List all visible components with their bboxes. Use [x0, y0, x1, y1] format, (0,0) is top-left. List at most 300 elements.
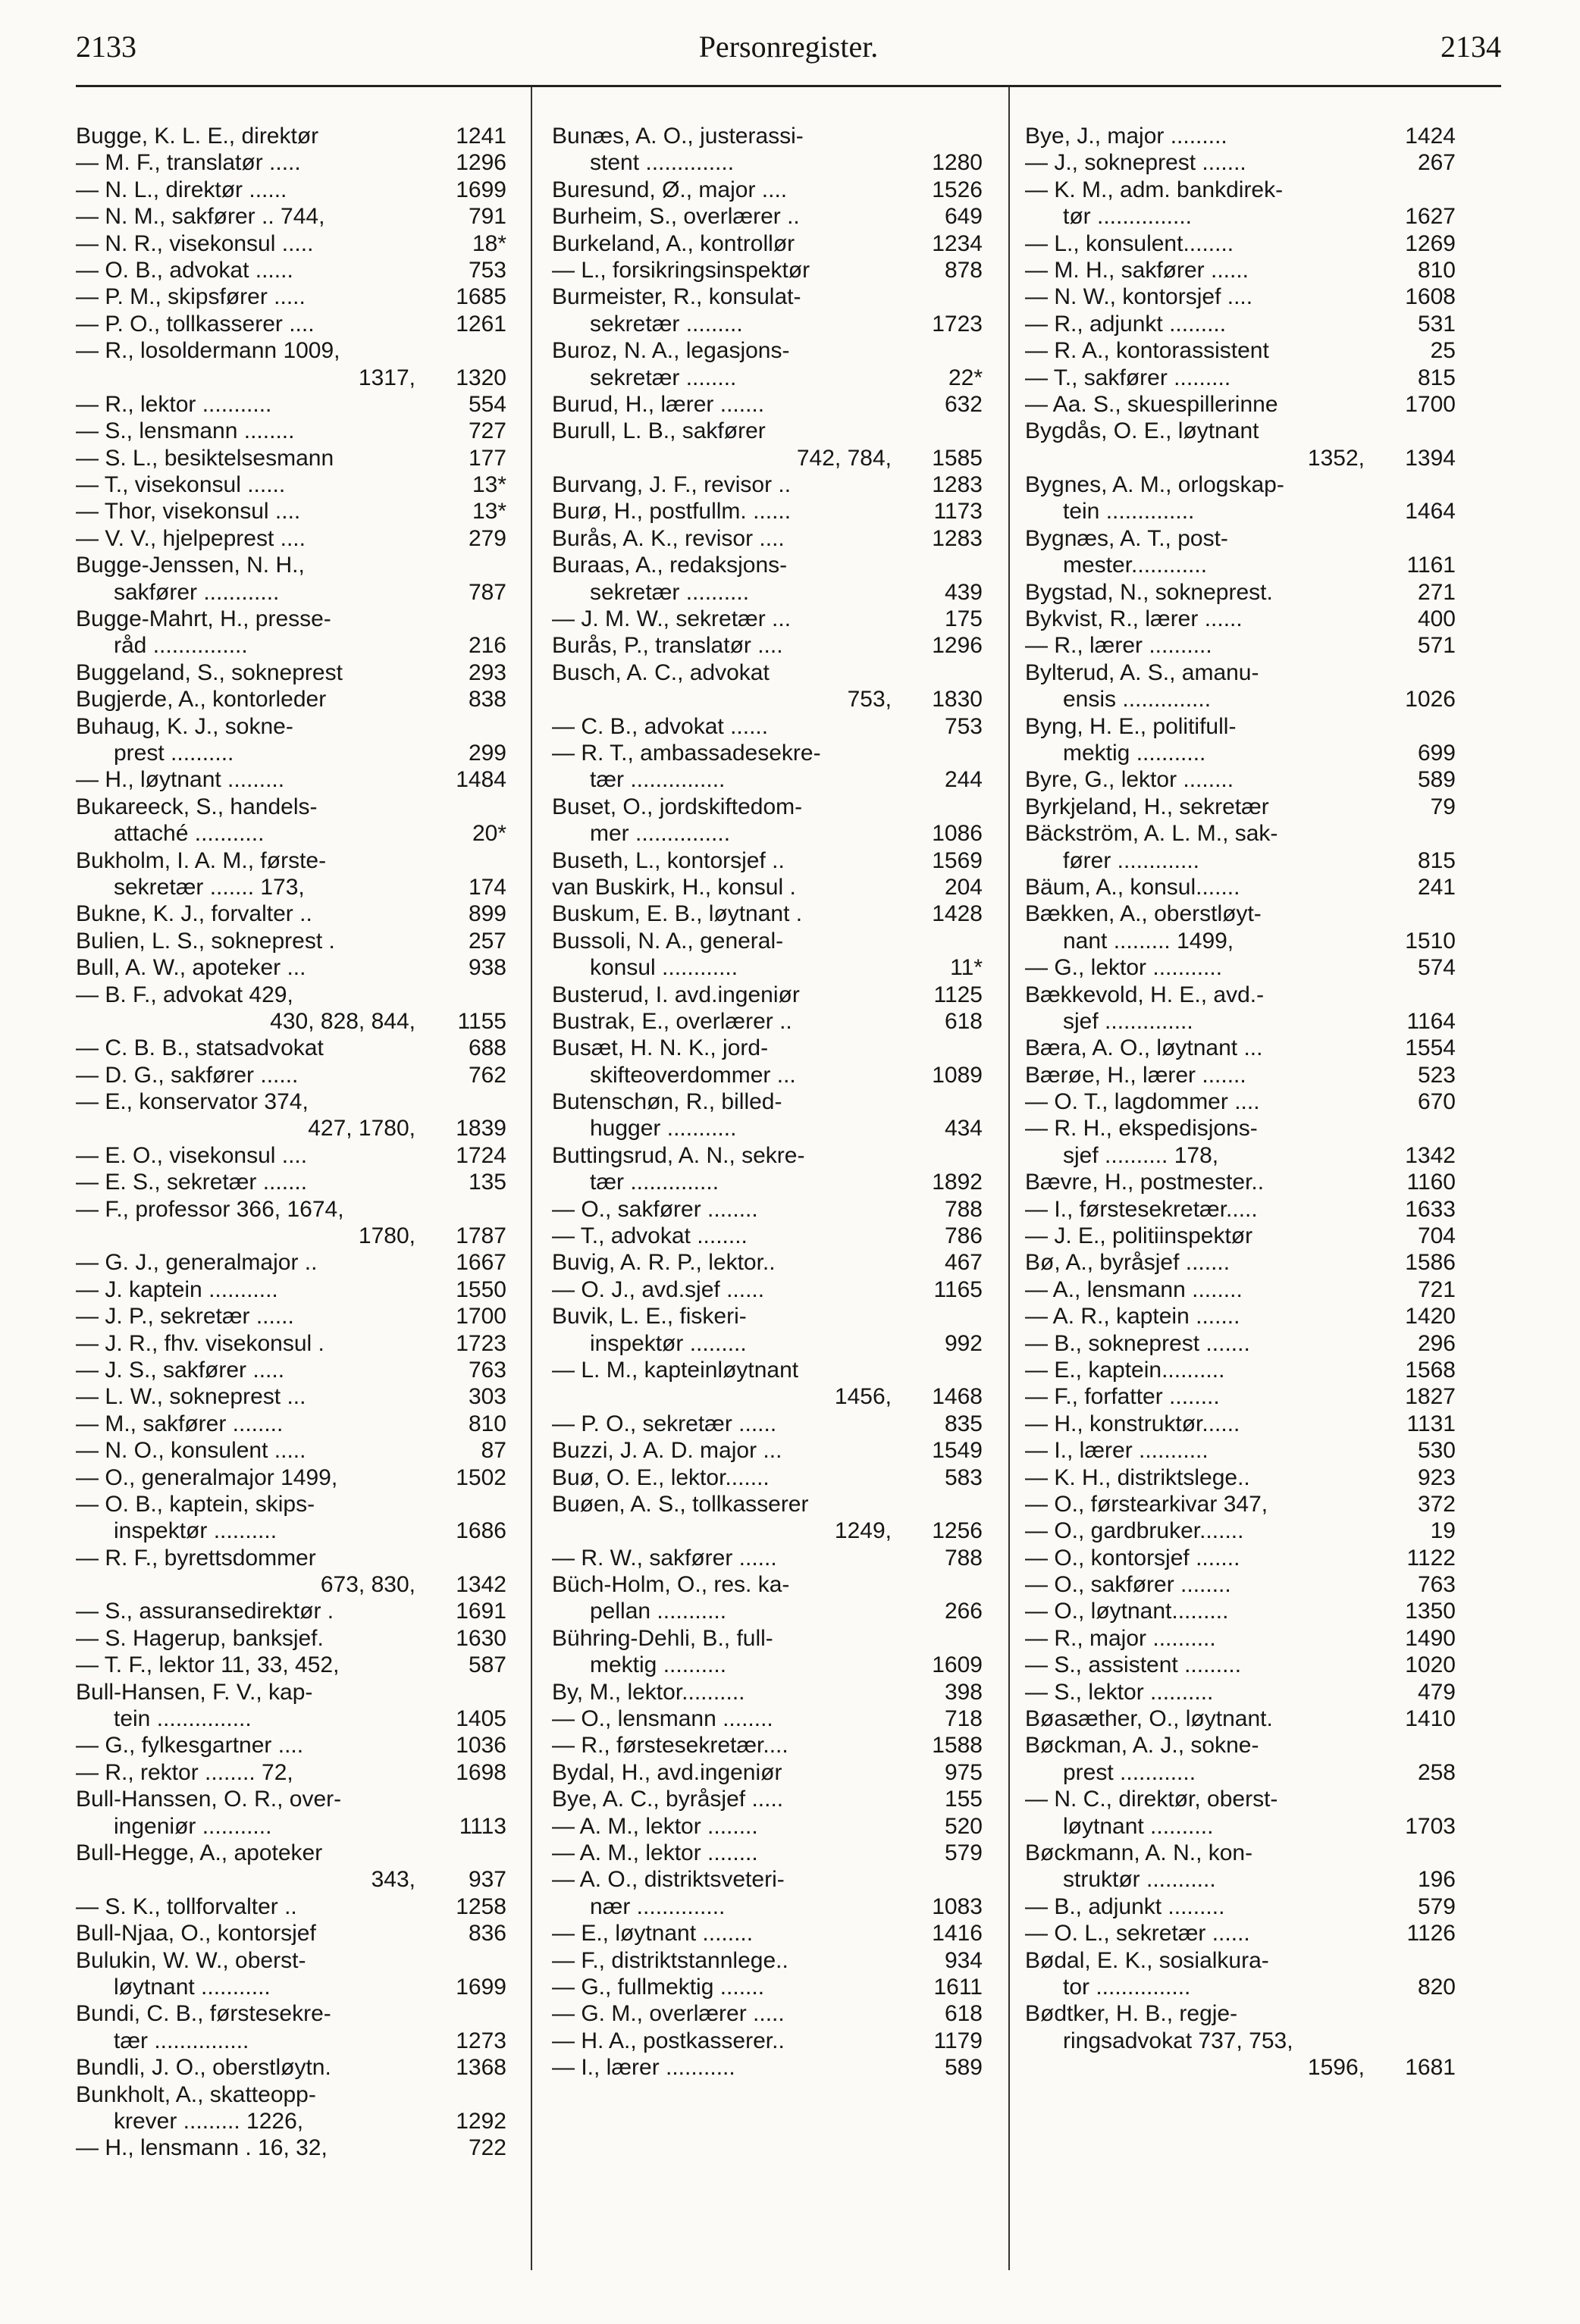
- index-entry: [1025, 1893, 1456, 1920]
- entry-text: — K. M., adm. bankdirek-: [1025, 177, 1284, 202]
- page-reference: 1685: [456, 284, 506, 310]
- page-reference: 1787: [456, 1223, 506, 1249]
- index-entry: [76, 149, 506, 176]
- entry-text: — B., adjunkt .........: [1025, 1893, 1225, 1919]
- entry-text: nær ..............: [590, 1893, 726, 1919]
- page-reference: 1724: [456, 1142, 506, 1168]
- entry-text: — M. H., sakfører ......: [1025, 257, 1249, 283]
- index-entry: [1025, 606, 1456, 632]
- index-entry: [76, 498, 506, 525]
- page-reference: 296: [1417, 1330, 1456, 1356]
- entry-text: — E., kaptein..........: [1025, 1357, 1225, 1383]
- page-reference: 1296: [456, 150, 506, 176]
- page-reference: 216: [468, 633, 506, 659]
- entry-text: Bøasæther, O., løytnant.: [1025, 1706, 1273, 1732]
- entry-text: Bundi, C. B., førstesekre-: [76, 2001, 331, 2027]
- entry-text: Burås, A. K., revisor ....: [552, 525, 785, 551]
- page-reference: 299: [468, 740, 506, 766]
- entry-text: Bustrak, E., overlærer ..: [552, 1008, 792, 1034]
- page-reference: 722: [468, 2135, 506, 2161]
- entry-text: — R. W., sakfører ......: [552, 1545, 777, 1571]
- index-entry: [76, 230, 506, 257]
- column-divider-1: [531, 87, 532, 2270]
- entry-text: — O. B., advokat ......: [76, 257, 293, 283]
- index-entry: [1025, 1383, 1456, 1410]
- entry-text: — B. F., advokat 429,: [76, 982, 293, 1007]
- entry-text: — S., assuransedirektør .: [76, 1599, 334, 1624]
- index-entry: [1025, 525, 1456, 579]
- page-reference: 177: [468, 445, 506, 471]
- page-reference: 1569: [932, 847, 983, 873]
- page-reference: 1280: [932, 150, 983, 176]
- page-reference: 1155: [457, 1008, 506, 1034]
- index-entry: [552, 1088, 983, 1142]
- page-reference: 938: [468, 955, 506, 981]
- entry-text: 742, 784,: [796, 445, 892, 471]
- page-reference: 520: [944, 1813, 983, 1839]
- entry-text: Bunæs, A. O., justerassi-: [552, 124, 804, 149]
- index-entry: [76, 337, 506, 391]
- entry-text: mer ...............: [590, 821, 731, 847]
- entry-text: Bäum, A., konsul.......: [1025, 874, 1240, 900]
- entry-text: — J. M. W., sekretær ...: [552, 606, 792, 632]
- page-reference: 1410: [1405, 1706, 1456, 1732]
- page-reference: 467: [944, 1250, 983, 1276]
- index-entry: [76, 177, 506, 203]
- index-entry: [1025, 257, 1456, 283]
- page-reference: 688: [468, 1035, 506, 1061]
- page-reference: 196: [1417, 1867, 1456, 1893]
- page-reference: 174: [468, 874, 506, 900]
- index-entry: [1025, 900, 1456, 954]
- entry-text: Burvang, J. F., revisor ..: [552, 472, 792, 498]
- index-entry: [1025, 1625, 1456, 1652]
- entry-text: — A. M., lektor ........: [552, 1813, 758, 1839]
- page-reference: 1342: [1405, 1142, 1456, 1168]
- entry-text: sekretær ........: [590, 365, 737, 390]
- entry-text: Byre, G., lektor ........: [1025, 767, 1234, 793]
- entry-text: 1249,: [834, 1518, 892, 1544]
- entry-text: prest ..........: [114, 740, 234, 766]
- index-entry: [1025, 1705, 1456, 1732]
- entry-text: Byrkjeland, H., sekretær: [1025, 794, 1269, 819]
- entry-text: — F., forfatter ........: [1025, 1384, 1220, 1410]
- index-entry: [1025, 1679, 1456, 1705]
- page-reference: 1633: [1405, 1196, 1456, 1222]
- index-entry: [1025, 1411, 1456, 1437]
- entry-text: — R. A., kontorassistent: [1025, 338, 1269, 364]
- page-reference: 398: [944, 1679, 983, 1705]
- entry-text: Buvik, L. E., fiskeri-: [552, 1304, 747, 1330]
- index-entry: [1025, 1357, 1456, 1383]
- page-reference: 1586: [1405, 1250, 1456, 1276]
- entry-text: råd ...............: [114, 633, 248, 659]
- page-title: Personregister.: [698, 30, 879, 64]
- page-reference: 1320: [456, 365, 506, 390]
- page-reference: 241: [1417, 874, 1456, 900]
- page-reference: 434: [944, 1116, 983, 1142]
- index-entry: [1025, 418, 1456, 471]
- index-entry: [552, 1947, 983, 1974]
- entry-text: Burkeland, A., kontrollør: [552, 230, 795, 256]
- page-reference: 530: [1417, 1438, 1456, 1464]
- index-entry: [1025, 365, 1456, 391]
- page-reference: 155: [944, 1787, 983, 1812]
- page-reference: 835: [944, 1411, 983, 1436]
- index-entry: [1025, 1276, 1456, 1303]
- index-entry: [1025, 311, 1456, 337]
- entry-text: — O., kontorsjef .......: [1025, 1545, 1240, 1571]
- entry-text: Burås, P., translatør ....: [552, 633, 783, 659]
- index-entry: [76, 1437, 506, 1464]
- page-reference: 815: [1417, 365, 1456, 390]
- index-entry: [1025, 230, 1456, 257]
- index-entry: [76, 659, 506, 686]
- page-reference: 1126: [1406, 1921, 1456, 1947]
- entry-text: 1596,: [1307, 2055, 1365, 2081]
- index-entry: [552, 1223, 983, 1249]
- page-reference: 19: [1430, 1518, 1456, 1544]
- entry-text: Bulukin, W. W., oberst-: [76, 1947, 306, 1973]
- entry-text: — P. O., sekretær ......: [552, 1411, 777, 1436]
- entry-text: van Buskirk, H., konsul .: [552, 874, 796, 900]
- index-entry: [76, 847, 506, 901]
- index-entry: [552, 1840, 983, 1866]
- entry-text: — L. M., kapteinløytnant: [552, 1357, 799, 1383]
- index-entry: [1025, 766, 1456, 793]
- index-entry: [76, 1357, 506, 1383]
- index-entry: [552, 740, 983, 794]
- page-reference: 1292: [456, 2108, 506, 2134]
- index-entry: [552, 1464, 983, 1491]
- entry-text: Buvig, A. R. P., lektor..: [552, 1250, 776, 1276]
- index-entry: [552, 177, 983, 203]
- index-entry: [76, 1840, 506, 1893]
- index-entry: [1025, 1115, 1456, 1169]
- entry-text: — S., lensmann ........: [76, 418, 295, 444]
- page-reference: 1342: [456, 1572, 506, 1598]
- entry-text: Buroz, N. A., legasjons-: [552, 338, 790, 364]
- page-reference: 266: [944, 1599, 983, 1624]
- index-entry: [76, 2135, 506, 2161]
- index-entry: [552, 1786, 983, 1812]
- index-entry: [1025, 1652, 1456, 1678]
- index-entry: [552, 1357, 983, 1411]
- entry-text: Bye, A. C., byråsjef .....: [552, 1787, 784, 1812]
- index-entry: [1025, 1249, 1456, 1276]
- entry-text: attaché ...........: [114, 821, 265, 847]
- entry-text: — E. O., visekonsul ....: [76, 1142, 308, 1168]
- index-entry: [1025, 471, 1456, 525]
- entry-text: Bull-Hansen, F. V., kap-: [76, 1679, 313, 1705]
- entry-text: — J. R., fhv. visekonsul .: [76, 1330, 324, 1356]
- index-column-2: [552, 123, 983, 2081]
- page-reference: 267: [1417, 150, 1456, 176]
- entry-text: — L. W., sokneprest ...: [76, 1384, 306, 1410]
- entry-text: — O., sakfører ........: [1025, 1572, 1231, 1598]
- entry-text: tær ...............: [114, 2028, 249, 2053]
- page-reference: 1630: [456, 1625, 506, 1651]
- entry-text: Bugge, K. L. E., direktør: [76, 124, 319, 149]
- entry-text: — Thor, visekonsul ....: [76, 499, 301, 525]
- entry-text: tein ..............: [1063, 499, 1195, 525]
- index-entry: [76, 283, 506, 310]
- entry-text: — J. S., sakfører .....: [76, 1357, 285, 1383]
- page-reference: 632: [944, 391, 983, 417]
- entry-text: Bævre, H., postmester..: [1025, 1170, 1265, 1195]
- entry-text: krever ......... 1226,: [114, 2108, 304, 2134]
- entry-text: Bødal, E. K., sosialkura-: [1025, 1947, 1269, 1973]
- page-reference: 1428: [932, 901, 983, 927]
- entry-text: Buresund, Ø., major ....: [552, 177, 788, 202]
- index-entry: [552, 928, 983, 982]
- page-reference: 258: [1417, 1759, 1456, 1785]
- entry-text: Bydal, H., avd.ingeniør: [552, 1759, 782, 1785]
- index-entry: [76, 525, 506, 552]
- entry-text: — R., adjunkt .........: [1025, 311, 1227, 337]
- page-reference: 1698: [456, 1759, 506, 1785]
- index-entry: [552, 982, 983, 1008]
- entry-text: — S. K., tollforvalter ..: [76, 1893, 297, 1919]
- page-reference: 1585: [932, 445, 983, 471]
- page-reference: 1502: [456, 1464, 506, 1490]
- entry-text: — N. W., kontorsjef ....: [1025, 284, 1253, 310]
- index-entry: [1025, 1088, 1456, 1115]
- page-reference: 1125: [933, 982, 983, 1007]
- entry-text: Bull-Hegge, A., apoteker: [76, 1840, 323, 1865]
- entry-text: — E., konservator 374,: [76, 1089, 309, 1115]
- page-reference: 589: [1417, 767, 1456, 793]
- entry-text: Bukne, K. J., forvalter ..: [76, 901, 312, 927]
- page-reference: 1161: [1406, 553, 1456, 578]
- page-reference: 649: [944, 204, 983, 230]
- entry-text: Bugge-Jenssen, N. H.,: [76, 553, 305, 578]
- entry-text: — N. M., sakfører .. 744,: [76, 204, 325, 230]
- entry-text: Bøckman, A. J., sokne-: [1025, 1733, 1259, 1759]
- entry-text: Bækken, A., oberstløyt-: [1025, 901, 1262, 927]
- entry-text: — C. B. B., statsadvokat: [76, 1035, 324, 1061]
- entry-text: — O., sakfører ........: [552, 1196, 758, 1222]
- entry-text: — G., fullmektig .......: [552, 1974, 765, 2000]
- index-entry: [76, 1652, 506, 1678]
- page-reference: 1699: [456, 1974, 506, 2000]
- index-column-3: [1025, 123, 1456, 2081]
- page-reference: 1420: [1405, 1304, 1456, 1330]
- page-reference: 1416: [932, 1921, 983, 1947]
- page-reference: 1241: [456, 124, 506, 149]
- page-reference: 727: [468, 418, 506, 444]
- index-entry: [552, 1679, 983, 1705]
- index-entry: [76, 418, 506, 444]
- entry-text: — R., lektor ...........: [76, 391, 272, 417]
- entry-text: Buset, O., jordskiftedom-: [552, 794, 803, 819]
- index-entry: [552, 659, 983, 713]
- page-reference: 618: [944, 2001, 983, 2027]
- index-entry: [552, 1142, 983, 1196]
- index-entry: [76, 1545, 506, 1599]
- entry-text: Bukholm, I. A. M., første-: [76, 847, 327, 873]
- page-reference: 788: [944, 1545, 983, 1571]
- index-entry: [552, 123, 983, 177]
- entry-text: hugger ...........: [590, 1116, 737, 1142]
- index-entry: [76, 1786, 506, 1840]
- page-reference: 1036: [456, 1733, 506, 1759]
- page-reference: 1588: [932, 1733, 983, 1759]
- index-entry: [552, 283, 983, 337]
- page-reference: 992: [944, 1330, 983, 1356]
- index-entry: [1025, 337, 1456, 364]
- entry-text: Buseth, L., kontorsjef ..: [552, 847, 785, 873]
- entry-text: — B., sokneprest .......: [1025, 1330, 1250, 1356]
- page-reference: 583: [944, 1464, 983, 1490]
- entry-text: Bussoli, N. A., general-: [552, 928, 784, 954]
- index-entry: [1025, 1223, 1456, 1249]
- index-entry: [1025, 1545, 1456, 1571]
- page-reference: 20*: [472, 821, 506, 847]
- entry-text: sekretær ....... 173,: [114, 874, 305, 900]
- index-entry: [76, 1276, 506, 1303]
- index-entry: [1025, 1464, 1456, 1491]
- entry-text: — N. L., direktør ......: [76, 177, 287, 202]
- page-reference: 1611: [933, 1974, 983, 2000]
- entry-text: — C. B., advokat ......: [552, 713, 769, 739]
- index-entry: [76, 445, 506, 471]
- page-number-right: 2134: [1440, 30, 1501, 64]
- entry-text: — O., lensmann ........: [552, 1706, 773, 1732]
- page-reference: 1468: [932, 1384, 983, 1410]
- page-reference: 579: [944, 1840, 983, 1865]
- index-entry: [76, 2054, 506, 2081]
- page-reference: 1464: [1405, 499, 1456, 525]
- page-reference: 1256: [932, 1518, 983, 1544]
- page-reference: 1234: [932, 230, 983, 256]
- entry-text: By, M., lektor..........: [552, 1679, 745, 1705]
- index-entry: [76, 1625, 506, 1652]
- entry-text: — H., løytnant .........: [76, 767, 285, 793]
- index-entry: [552, 900, 983, 927]
- index-entry: [552, 391, 983, 418]
- index-entry: [552, 498, 983, 525]
- page-reference: 699: [1417, 740, 1456, 766]
- entry-text: Bygstad, N., sokneprest.: [1025, 579, 1273, 605]
- entry-text: Bulien, L. S., sokneprest .: [76, 928, 335, 954]
- page-reference: 1165: [933, 1276, 983, 1302]
- index-column-1: [76, 123, 506, 2162]
- index-entry: [552, 1437, 983, 1464]
- index-entry: [552, 713, 983, 740]
- entry-text: Bykvist, R., lærer ......: [1025, 606, 1243, 632]
- page-reference: 400: [1417, 606, 1456, 632]
- index-entry: [552, 632, 983, 659]
- index-entry: [1025, 391, 1456, 418]
- page-reference: 1608: [1405, 284, 1456, 310]
- index-entry: [76, 1062, 506, 1088]
- entry-text: 753,: [847, 687, 892, 713]
- entry-text: Bærøe, H., lærer .......: [1025, 1062, 1246, 1088]
- page-reference: 704: [1417, 1223, 1456, 1249]
- entry-text: — O. T., lagdommer ....: [1025, 1089, 1260, 1115]
- index-entry: [76, 1249, 506, 1276]
- entry-text: stent ..............: [590, 150, 735, 176]
- index-entry: [552, 1974, 983, 2000]
- page-reference: 1131: [1406, 1411, 1456, 1436]
- page-reference: 554: [468, 391, 506, 417]
- index-entry: [76, 1330, 506, 1357]
- page-reference: 1703: [1405, 1813, 1456, 1839]
- page-reference: 1686: [456, 1518, 506, 1544]
- index-entry: [1025, 1517, 1456, 1544]
- entry-text: Buø, O. E., lektor.......: [552, 1464, 770, 1490]
- entry-text: — I., lærer ...........: [1025, 1438, 1209, 1464]
- entry-text: Bø, A., byråsjef .......: [1025, 1250, 1230, 1276]
- index-entry: [552, 1571, 983, 1625]
- entry-text: — A., lensmann ........: [1025, 1276, 1243, 1302]
- index-entry: [1025, 1169, 1456, 1195]
- page-reference: 574: [1417, 955, 1456, 981]
- entry-text: — P. M., skipsfører .....: [76, 284, 306, 310]
- entry-text: — O. L., sekretær ......: [1025, 1921, 1250, 1947]
- page-reference: 899: [468, 901, 506, 927]
- page-reference: 1113: [459, 1813, 506, 1839]
- page-reference: 1700: [1405, 391, 1456, 417]
- entry-text: Bull-Hanssen, O. R., over-: [76, 1787, 342, 1812]
- index-entry: [76, 1920, 506, 1947]
- entry-text: Burheim, S., overlærer ..: [552, 204, 800, 230]
- page-reference: 18*: [472, 230, 506, 256]
- index-entry: [76, 1035, 506, 1061]
- index-entry: [552, 794, 983, 847]
- index-entry: [1025, 2000, 1456, 2081]
- index-entry: [1025, 177, 1456, 230]
- page-reference: 1405: [456, 1706, 506, 1732]
- page-reference: 79: [1430, 794, 1456, 819]
- entry-text: — L., konsulent........: [1025, 230, 1234, 256]
- page-reference: 1283: [932, 472, 983, 498]
- page-reference: 1691: [456, 1599, 506, 1624]
- index-entry: [76, 1759, 506, 1786]
- page-reference: 13*: [472, 499, 506, 525]
- page-reference: 1394: [1405, 445, 1456, 471]
- entry-text: Bull-Njaa, O., kontorsjef: [76, 1921, 316, 1947]
- page-reference: 22*: [948, 365, 983, 390]
- index-entry: [76, 1947, 506, 2001]
- index-entry: [1025, 713, 1456, 767]
- entry-text: — J. E., politiinspektør: [1025, 1223, 1253, 1249]
- entry-text: Buskum, E. B., løytnant .: [552, 901, 803, 927]
- entry-text: mektig ...........: [1063, 740, 1206, 766]
- index-entry: [552, 874, 983, 900]
- index-entry: [1025, 1786, 1456, 1840]
- entry-text: 430, 828, 844,: [270, 1008, 415, 1034]
- page-reference: 11*: [950, 955, 983, 981]
- entry-text: Bygnes, A. M., orlogskap-: [1025, 472, 1284, 498]
- entry-text: løytnant ...........: [114, 1974, 271, 2000]
- entry-text: sekretær .........: [590, 311, 743, 337]
- index-entry: [1025, 1732, 1456, 1786]
- entry-text: — M. F., translatør .....: [76, 150, 301, 176]
- entry-text: — Aa. S., skuespillerinne: [1025, 391, 1278, 417]
- page-reference: 1283: [932, 525, 983, 551]
- entry-text: Buggeland, S., sokneprest: [76, 659, 343, 685]
- entry-text: — T., visekonsul ......: [76, 472, 286, 498]
- page-reference: 579: [1417, 1893, 1456, 1919]
- entry-text: tør ...............: [1063, 204, 1193, 230]
- index-entry: [552, 1813, 983, 1840]
- index-entry: [76, 123, 506, 149]
- entry-text: Buzzi, J. A. D. major ...: [552, 1438, 782, 1464]
- index-entry: [76, 794, 506, 847]
- index-entry: [76, 1464, 506, 1491]
